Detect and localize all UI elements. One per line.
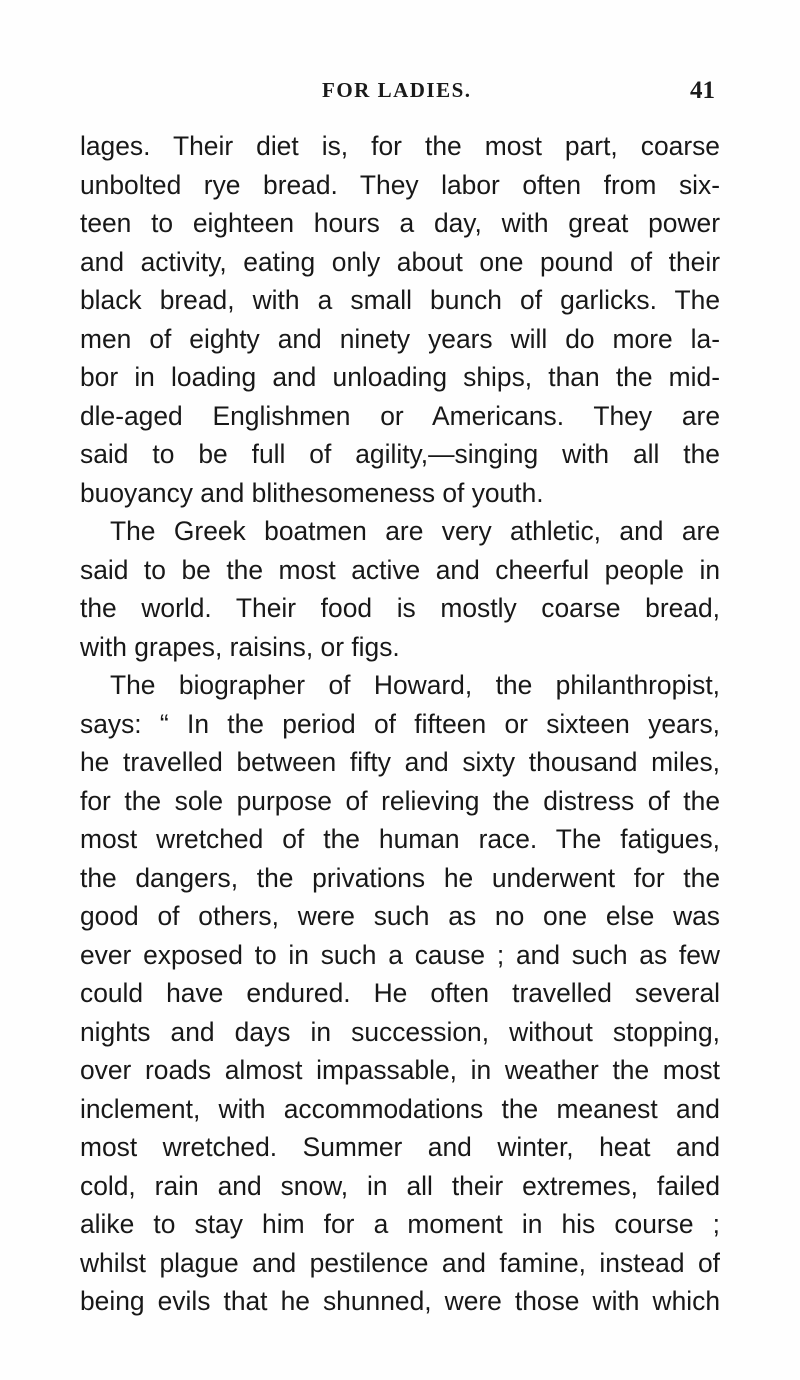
text-line: The biographer of Howard, the philanthropist, [110,670,720,700]
text-line: said to be the most active and cheerful people in [80,554,720,585]
text-line: and activity, eating only about one pound of their [80,246,720,277]
text-line: nights and days in succession, without stopping, [80,1016,720,1047]
text-line: the dangers, the privations he underwent for the [80,862,720,893]
text-line: the world. Their food is mostly coarse bread, [80,593,720,623]
text-line: bor in loading and unloading ships, than the mid- [80,362,720,392]
text-line: most wretched. Summer and winter, heat and [80,1132,720,1162]
text-line: for the sole purpose of relieving the distress of the [80,785,720,816]
text-line: alike to stay him for a moment in his course ; [80,1209,720,1239]
text-line: lages. Their diet is, for the most part, coarse [80,131,720,161]
text-line: The Greek boatmen are very athletic, and are [110,516,720,546]
text-line: inclement, with accommodations the meanest and [80,1093,720,1124]
text-line: dle-aged Englishmen or Americans. They are [80,400,720,431]
text-line: said to be full of agility,—singing with all the [80,439,720,469]
text-line: he travelled between fifty and sixty thousand miles, [80,747,720,777]
text-line: whilst plague and pestilence and famine, instead of [80,1247,720,1278]
text-line: with grapes, raisins, or figs. [80,631,400,662]
text-line: could have endured. He often travelled several [80,978,720,1008]
text-line: unbolted rye bread. They labor often from six- [80,169,720,200]
text-line: men of eighty and ninety years will do more la- [80,323,720,354]
body-text [80,127,720,1321]
text-line: black bread, with a small bunch of garlicks. The [80,285,720,315]
running-title: FOR LADIES. [322,78,472,102]
text-line: ever exposed to in such a cause ; and such as few [80,939,720,970]
text-line: cold, rain and snow, in all their extremes, failed [80,1170,720,1201]
page-number: 41 [690,77,715,104]
text-line: most wretched of the human race. The fatigues, [80,824,720,854]
text-line: being evils that he shunned, were those with which [80,1286,720,1316]
text-line: good of others, were such as no one else was [80,901,720,931]
text-line: over roads almost impassable, in weather the most [80,1055,720,1085]
running-head [0,78,800,114]
text-line: says: “ In the period of fifteen or sixteen years, [80,708,720,739]
text-line: buoyancy and blithesomeness of youth. [80,477,544,508]
text-line: teen to eighteen hours a day, with great power [80,208,720,238]
